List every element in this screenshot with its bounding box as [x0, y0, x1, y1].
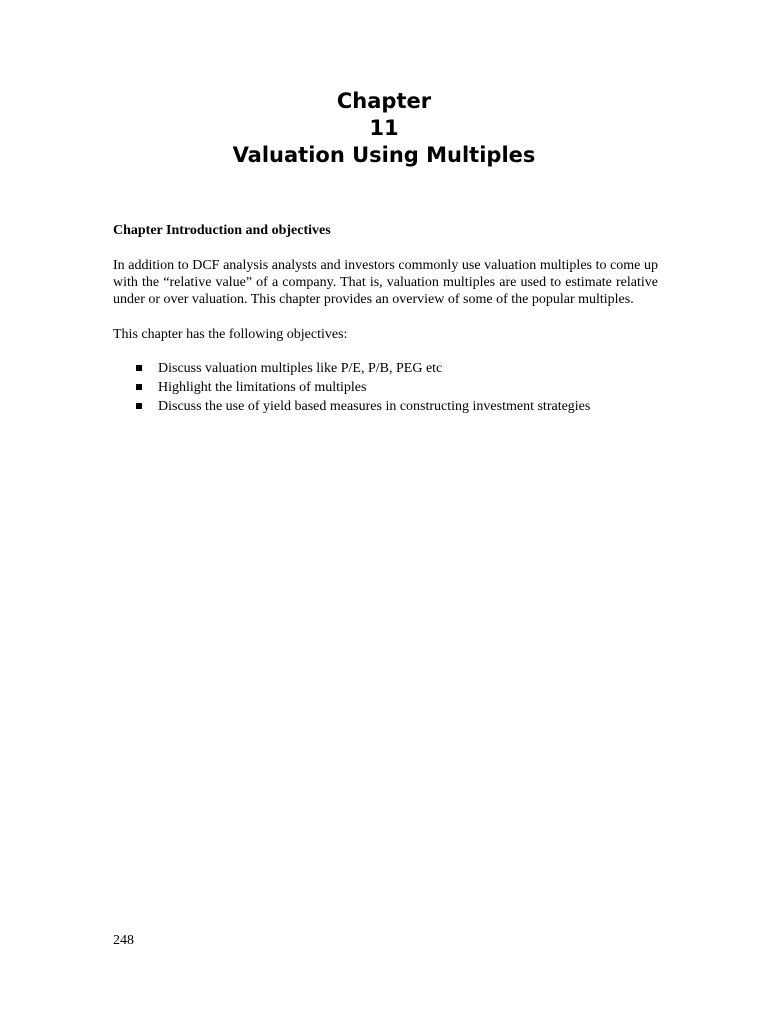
square-bullet-icon — [136, 384, 142, 390]
chapter-heading — [0, 88, 768, 169]
section-heading: Chapter Introduction and objectives — [113, 223, 331, 238]
objective-text: Discuss the use of yield based measures in constructing investment strategies — [158, 399, 591, 414]
objectives-intro: This chapter has the following objectives: — [113, 327, 348, 342]
list-item — [113, 360, 658, 377]
intro-paragraph: In addition to DCF analysis analysts and investors commonly use valuation multiples to come up with the “relative value” of a company. That is, valuation multiples are used to estimate relative under or over valuation. This chapter provides an overview of some of the popular multiples. — [113, 258, 658, 307]
chapter-label: Chapter — [336, 89, 432, 113]
chapter-number: 11 — [369, 116, 399, 140]
square-bullet-icon — [136, 365, 142, 371]
list-item — [113, 398, 658, 415]
objective-text: Discuss valuation multiples like P/E, P/B, PEG etc — [158, 361, 443, 376]
chapter-title: Valuation Using Multiples — [232, 143, 536, 167]
square-bullet-icon — [136, 403, 142, 409]
page-number: 248 — [113, 933, 134, 948]
objectives-list — [113, 360, 658, 415]
list-item — [113, 379, 658, 396]
objective-text: Highlight the limitations of multiples — [158, 380, 367, 395]
chapter-content — [113, 222, 658, 417]
